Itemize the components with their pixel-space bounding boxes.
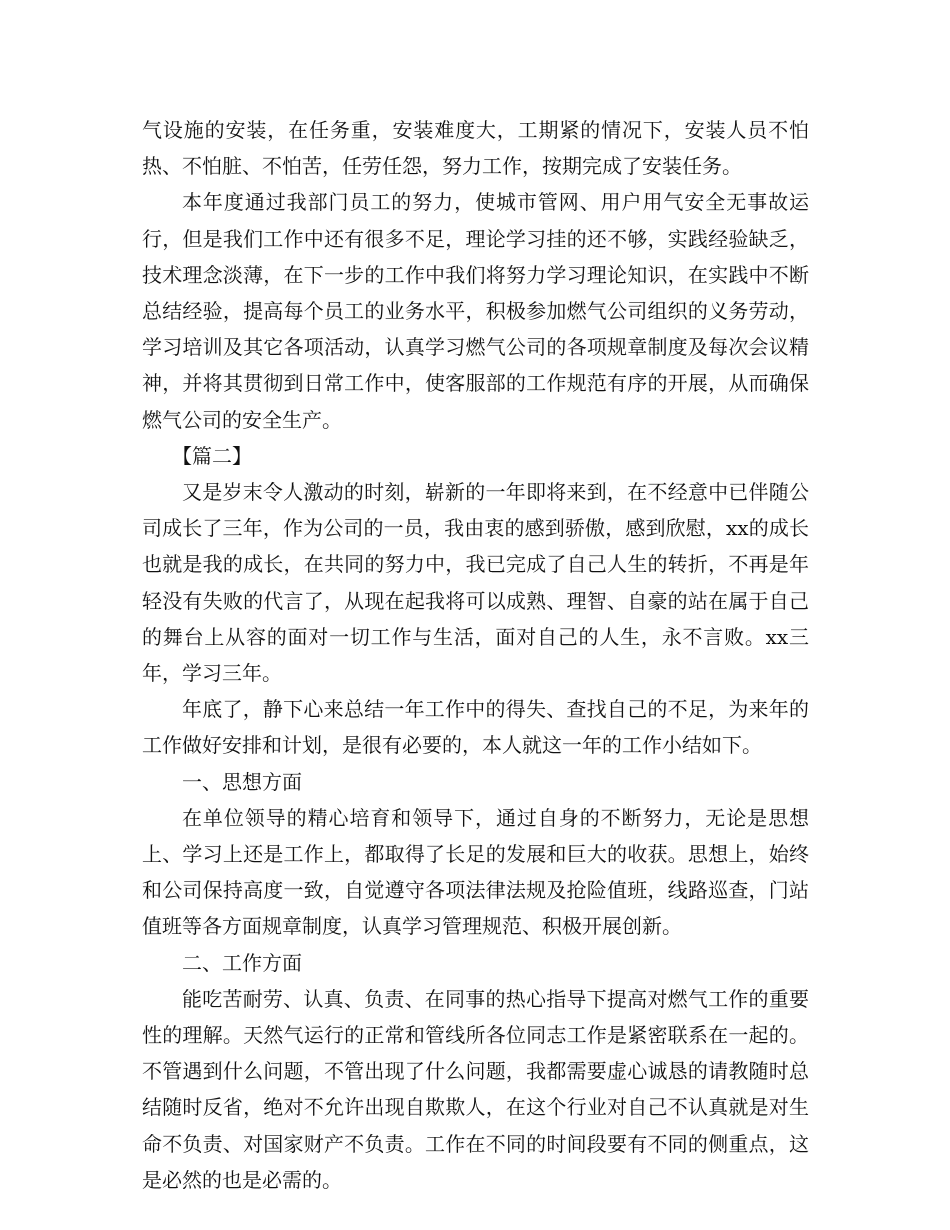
paragraph-ideology: 在单位领导的精心培育和领导下，通过自身的不断努力，无论是思想上、学习上还是工作上，都取得了长足的发展和巨大的收获。思想上，始终和公司保持高度一致，自觉遵守各项法律法规及抢险值班，线路巡查，门站值班等各方面规章制度，认真学习管理规范、积极开展创新。 — [142, 805, 809, 939]
document-page — [142, 112, 809, 1198]
section-heading-part-two: 【篇二】 — [172, 443, 252, 468]
subheading-work: 二、工作方面 — [182, 950, 302, 975]
subheading-ideology: 一、思想方面 — [182, 769, 302, 794]
paragraph-year-end: 又是岁末令人激动的时刻，崭新的一年即将来到，在不经意中已伴随公司成长了三年，作为公司的一员，我由衷的感到骄傲，感到欣慰，xx的成长也就是我的成长，在共同的努力中，我已完成了自己人生的转折，不再是年轻没有失败的代言了，从现在起我将可以成熟、理智、自豪的站在属于自己的舞台上从容的面对一切工作与生活，面对自己的人生，永不言败。xx三年，学习三年。 — [142, 480, 809, 686]
paragraph-annual-summary: 本年度通过我部门员工的努力，使城市管网、用户用气安全无事故运行，但是我们工作中还有很多不足，理论学习挂的还不够，实践经验缺乏，技术理念淡薄，在下一步的工作中我们将努力学习理论知识，在实践中不断总结经验，提高每个员工的业务水平，积极参加燃气公司组织的义务劳动，学习培训及其它各项活动，认真学习燃气公司的各项规章制度及每次会议精神，并将其贯彻到日常工作中，使客服部的工作规范有序的开展，从而确保燃气公司的安全生产。 — [142, 190, 809, 432]
paragraph-work: 能吃苦耐劳、认真、负责、在同事的热心指导下提高对燃气工作的重要性的理解。天然气运行的正常和管线所各位同志工作是紧密联系在一起的。不管遇到什么问题，不管出现了什么问题，我都需要虚心诚恳的请教随时总结随时反省，绝对不允许出现自欺欺人，在这个行业对自己不认真就是对生命不负责、对国家财产不负责。工作在不同的时间段要有不同的侧重点，这是必然的也是必需的。 — [142, 986, 809, 1192]
paragraph-summary-intro: 年底了，静下心来总结一年工作中的得失、查找自己的不足，为来年的工作做好安排和计划，是很有必要的，本人就这一年的工作小结如下。 — [142, 697, 809, 758]
paragraph-continuation: 气设施的安装，在任务重，安装难度大，工期紧的情况下，安装人员不怕热、不怕脏、不怕苦，任劳任怨，努力工作，按期完成了安装任务。 — [142, 118, 809, 179]
